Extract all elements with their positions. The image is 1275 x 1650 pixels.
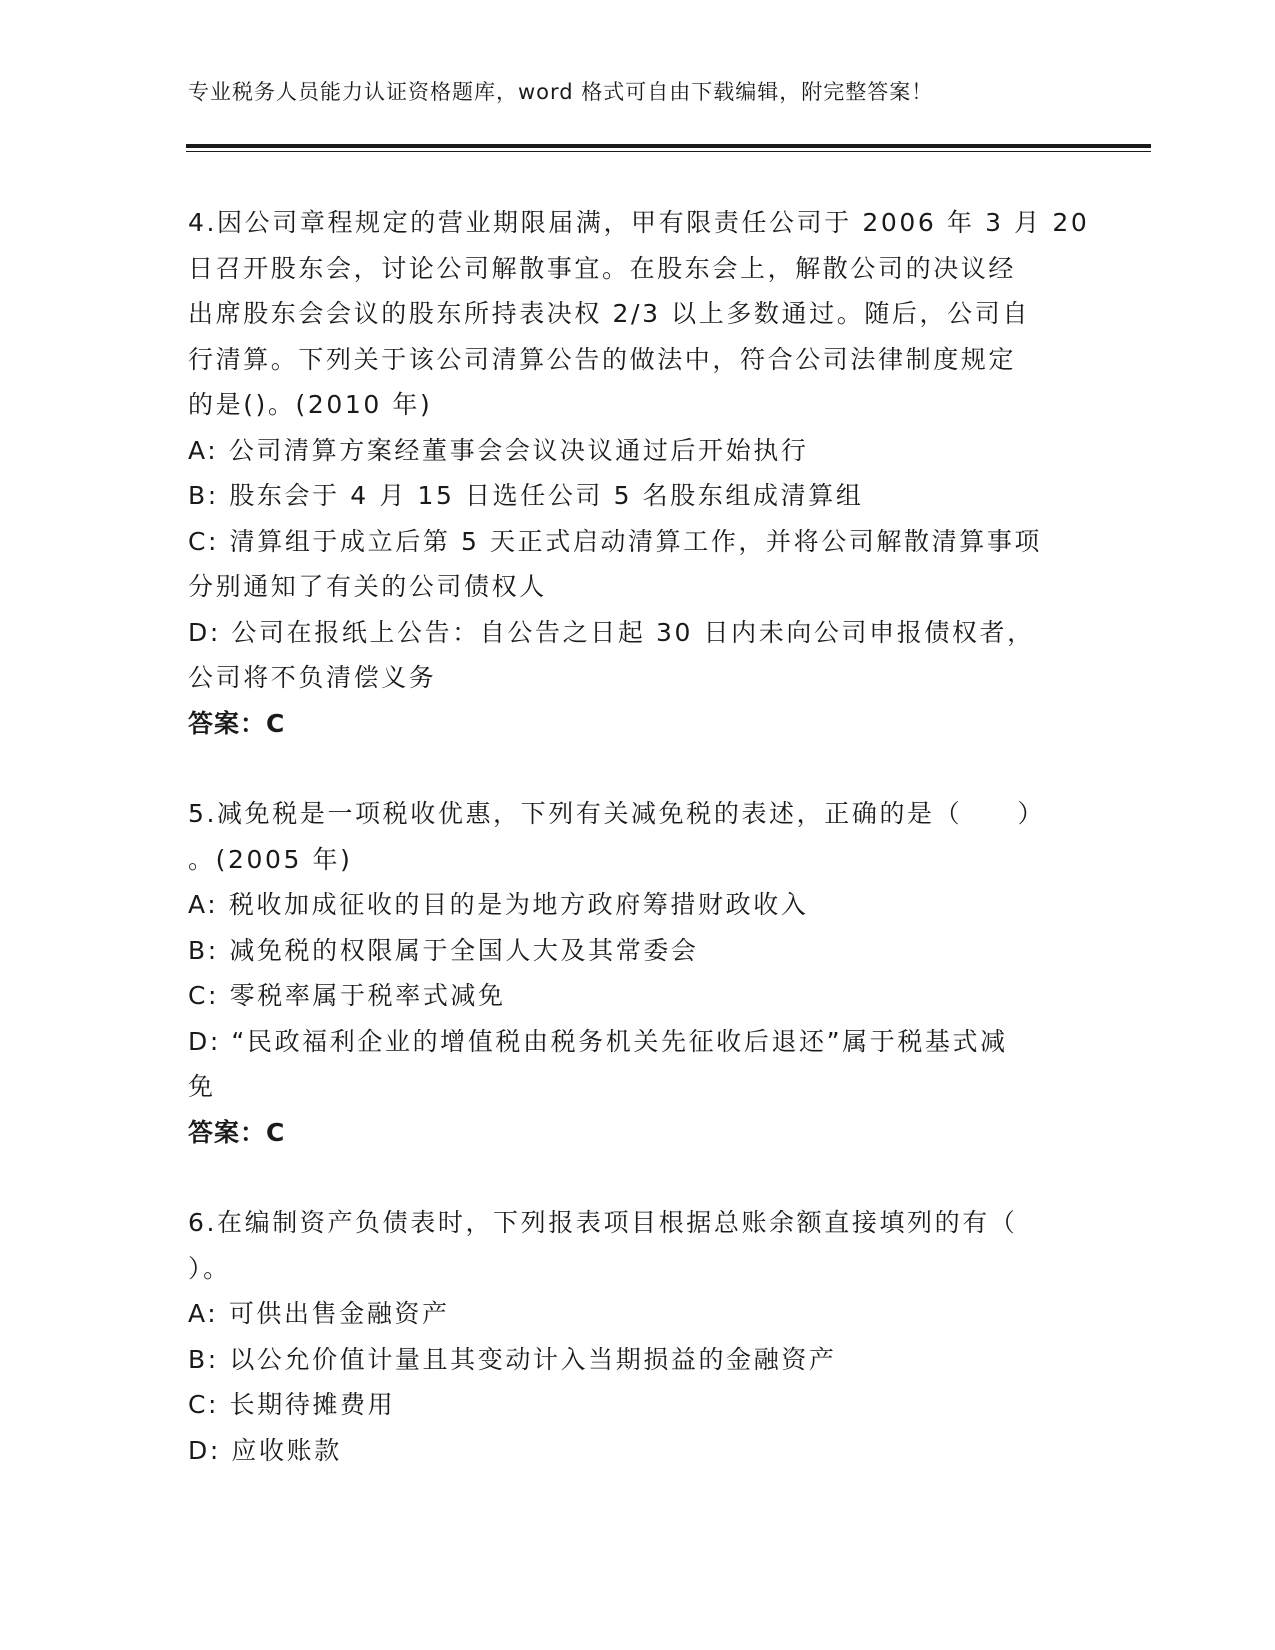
question-list bbox=[188, 200, 1088, 1473]
option-c: C: 零税率属于税率式减免 bbox=[188, 981, 506, 1010]
question-stem-line: 5.减免税是一项税收优惠，下列有关减免税的表述，正确的是（ ） bbox=[188, 799, 1046, 828]
option-c: C: 清算组于成立后第 5 天正式启动清算工作，并将公司解散清算事项 bbox=[188, 526, 1043, 556]
question-stem-line: 出席股东会会议的股东所持表决权 2/3 以上多数通过。随后，公司自 bbox=[188, 299, 1030, 328]
option-d: D: 公司在报纸上公告：自公告之日起 30 日内未向公司申报债权者， bbox=[188, 617, 1035, 647]
header-rule-thin bbox=[186, 151, 1151, 152]
question-6 bbox=[188, 1200, 1088, 1473]
option-d-continued: 公司将不负清偿义务 bbox=[188, 663, 437, 692]
question-gap bbox=[188, 746, 1088, 791]
option-d-continued: 免 bbox=[188, 1072, 216, 1101]
option-c: C: 长期待摊费用 bbox=[188, 1390, 396, 1419]
question-4 bbox=[188, 200, 1088, 746]
option-b: B: 以公允价值计量且其变动计入当期损益的金融资产 bbox=[188, 1344, 837, 1374]
option-c-continued: 分别通知了有关的公司债权人 bbox=[188, 572, 547, 601]
option-a: A: 可供出售金融资产 bbox=[188, 1299, 450, 1328]
question-stem-line: 的是()。(2010 年) bbox=[188, 390, 433, 419]
question-5 bbox=[188, 791, 1088, 1155]
answer-label: 答案：C bbox=[188, 708, 286, 738]
question-stem-line: 。(2005 年) bbox=[188, 844, 353, 874]
option-b: B: 减免税的权限属于全国人大及其常委会 bbox=[188, 935, 699, 965]
question-stem-line: 行清算。下列关于该公司清算公告的做法中，符合公司法律制度规定 bbox=[188, 344, 1017, 374]
question-stem-line: 6.在编制资产负债表时，下列报表项目根据总账余额直接填列的有（ bbox=[188, 1208, 1018, 1237]
header-note: 专业税务人员能力认证资格题库，word 格式可自由下载编辑，附完整答案！ bbox=[188, 80, 934, 104]
option-b: B: 股东会于 4 月 15 日选任公司 5 名股东组成清算组 bbox=[188, 481, 864, 510]
header-rule-thick bbox=[186, 144, 1151, 148]
question-stem-line: 日召开股东会，讨论公司解散事宜。在股东会上，解散公司的决议经 bbox=[188, 253, 1017, 283]
question-stem-line: 4.因公司章程规定的营业期限届满，甲有限责任公司于 2006 年 3 月 20 bbox=[188, 208, 1090, 237]
question-stem-line: ）。 bbox=[188, 1253, 231, 1283]
answer-label: 答案：C bbox=[188, 1117, 286, 1147]
option-d: D: “民政福利企业的增值税由税务机关先征收后退还”属于税基式减 bbox=[188, 1026, 1008, 1056]
option-a: A: 公司清算方案经董事会会议决议通过后开始执行 bbox=[188, 435, 809, 465]
option-a: A: 税收加成征收的目的是为地方政府筹措财政收入 bbox=[188, 890, 809, 919]
question-gap bbox=[188, 1155, 1088, 1200]
option-d: D: 应收账款 bbox=[188, 1435, 342, 1465]
